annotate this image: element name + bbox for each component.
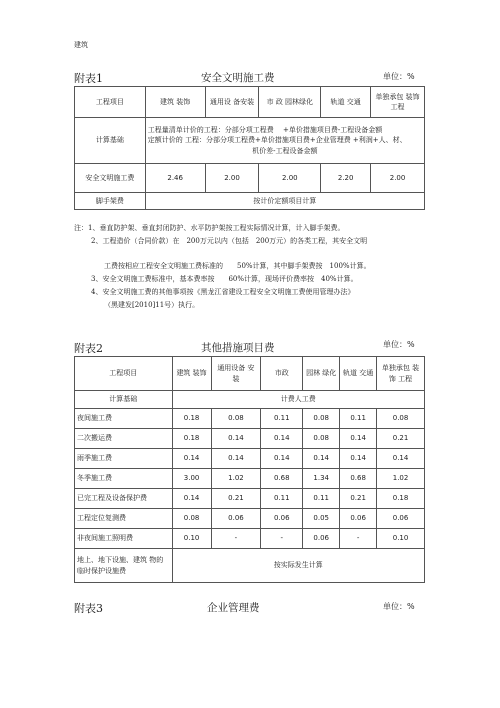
table-row bbox=[75, 409, 425, 429]
row-label: 冬季施工费 bbox=[75, 469, 173, 489]
table-row bbox=[75, 509, 425, 529]
header-cell: 建筑 装饰 bbox=[172, 357, 211, 391]
cell: 0.06 bbox=[261, 509, 303, 529]
row-label: 雨季施工费 bbox=[75, 449, 173, 469]
cell: 0.11 bbox=[340, 409, 377, 429]
basis-text bbox=[145, 118, 424, 164]
row-label: 地上、地下设施、建筑 物的临时保护设施费 bbox=[75, 549, 173, 583]
table1-header-row bbox=[75, 87, 425, 118]
note-line: 注：1、垂直防护架、垂直封闭防护、水平防护架按工程实际情况计算，计入脚手架费。 bbox=[74, 224, 345, 232]
fee-value: 2.00 bbox=[205, 164, 259, 193]
cell: 0.10 bbox=[172, 529, 211, 549]
basis-line: 定额计价的 工程：分部分项工程费+单价措施项目费+企业管理费 +利润+人、材、 bbox=[147, 136, 407, 145]
cell: 0.14 bbox=[261, 429, 303, 449]
last-row-text: 按实际发生计算 bbox=[172, 549, 424, 583]
table2-label: 附表2 bbox=[74, 342, 103, 355]
table1-label: 附表1 bbox=[74, 72, 103, 85]
cell: 0.11 bbox=[303, 489, 340, 509]
header-cell: 建筑 装饰 bbox=[145, 87, 205, 118]
table1 bbox=[74, 86, 425, 210]
cell: 3.00 bbox=[172, 469, 211, 489]
header-cell: 园林 绿化 bbox=[303, 357, 340, 391]
table1-title: 安全文明施工费 bbox=[201, 72, 275, 84]
cell: 0.11 bbox=[261, 409, 303, 429]
basis-line: 工程量清单计价的工程：分部分项工程费 +单价措施项目费-工程设备金额 bbox=[147, 125, 383, 134]
table2-header-row bbox=[75, 357, 425, 391]
fee-value: 2.00 bbox=[259, 164, 321, 193]
table1-unit: 单位：% bbox=[383, 72, 415, 81]
header-cell: 市政 bbox=[261, 357, 303, 391]
row-label: 已完工程及设备保护费 bbox=[75, 489, 173, 509]
cell: 0.05 bbox=[303, 509, 340, 529]
cell: 0.08 bbox=[303, 429, 340, 449]
cell: 0.18 bbox=[172, 409, 211, 429]
fee-label: 安全文明施工费 bbox=[75, 164, 146, 193]
table1-fee-row bbox=[75, 164, 425, 193]
cell: 0.08 bbox=[211, 409, 261, 429]
cell: 0.14 bbox=[377, 449, 425, 469]
cell: 1.02 bbox=[211, 469, 261, 489]
cell: 0.14 bbox=[261, 449, 303, 469]
note-line: 工费按相应工程安全文明施工费标准的 50%计算，其中脚手架费按 100%计算。 bbox=[104, 262, 371, 270]
note-line: （黑建发[2010]11号）执行。 bbox=[104, 301, 200, 309]
cell: 1.34 bbox=[303, 469, 340, 489]
row-label: 工程定位复测费 bbox=[75, 509, 173, 529]
cell: 0.06 bbox=[211, 509, 261, 529]
table2 bbox=[74, 356, 425, 583]
cell: 0.06 bbox=[377, 509, 425, 529]
cell: 1.02 bbox=[377, 469, 425, 489]
header-cell: 工程项目 bbox=[75, 357, 173, 391]
table-row bbox=[75, 529, 425, 549]
header-cell: 工程项目 bbox=[75, 87, 146, 118]
cell: - bbox=[340, 529, 377, 549]
scaffold-label: 脚手架费 bbox=[75, 193, 146, 210]
cell: 0.08 bbox=[377, 409, 425, 429]
table-row bbox=[75, 429, 425, 449]
cell: 0.08 bbox=[172, 509, 211, 529]
table2-title: 其他措施项目费 bbox=[201, 342, 275, 354]
cell: - bbox=[211, 529, 261, 549]
cell: 0.14 bbox=[172, 449, 211, 469]
table-row bbox=[75, 449, 425, 469]
cell: 0.14 bbox=[172, 489, 211, 509]
header-cell: 市 政 园林绿化 bbox=[259, 87, 321, 118]
note-line: 3、安全文明施工费标准中，基本费率按 60%计算，现场评价费率按 40%计算。 bbox=[91, 275, 358, 283]
cell: 0.14 bbox=[211, 449, 261, 469]
header-cell: 轨道 交通 bbox=[340, 357, 377, 391]
basis-line: 机价差-工程设备金额 bbox=[252, 146, 318, 155]
table-row bbox=[75, 469, 425, 489]
note-line: 2、工程造价（合同价款）在 200万元以内（包括 200万元）的各类工程，其安全文明 bbox=[91, 237, 368, 245]
table2-basis-row bbox=[75, 391, 425, 409]
header-cell: 通用设 备安装 bbox=[205, 87, 259, 118]
basis-label: 计算基础 bbox=[75, 118, 146, 164]
cell: 0.14 bbox=[340, 429, 377, 449]
cell: 0.06 bbox=[340, 509, 377, 529]
header-cell: 通用设备 安 装 bbox=[211, 357, 261, 391]
table-row bbox=[75, 489, 425, 509]
table2-unit: 单位：% bbox=[383, 340, 415, 349]
notes bbox=[74, 224, 444, 314]
cell: 0.14 bbox=[340, 449, 377, 469]
row-label: 非夜间施工照明费 bbox=[75, 529, 173, 549]
table3-title: 企业管理费 bbox=[207, 602, 260, 614]
basis-text: 计费人工费 bbox=[172, 391, 424, 409]
table2-last-row bbox=[75, 549, 425, 583]
row-label: 夜间施工费 bbox=[75, 409, 173, 429]
cell: 0.21 bbox=[377, 429, 425, 449]
cell: 0.14 bbox=[211, 429, 261, 449]
header-cell: 单独承包 装饰 工程 bbox=[377, 357, 425, 391]
cell: 0.68 bbox=[261, 469, 303, 489]
header-cell: 轨道 交通 bbox=[321, 87, 371, 118]
row-label: 二次搬运费 bbox=[75, 429, 173, 449]
note-line: 4、安全文明施工费的其他事项按《黑龙江省建设工程安全文明施工费使用管理办法》 bbox=[91, 288, 355, 296]
table1-basis-row bbox=[75, 118, 425, 164]
basis-label: 计算基础 bbox=[75, 391, 173, 409]
scaffold-text: 按计价定额项目计算 bbox=[145, 193, 424, 210]
cell: 0.68 bbox=[340, 469, 377, 489]
table3-label: 附表3 bbox=[74, 602, 103, 615]
fee-value: 2.00 bbox=[371, 164, 425, 193]
cell: 0.21 bbox=[211, 489, 261, 509]
cell: 0.14 bbox=[303, 449, 340, 469]
header-cell: 单独承包 装饰工程 bbox=[371, 87, 425, 118]
cell: 0.08 bbox=[303, 409, 340, 429]
fee-value: 2.20 bbox=[321, 164, 371, 193]
fee-value: 2.46 bbox=[145, 164, 205, 193]
cell: 0.21 bbox=[340, 489, 377, 509]
cell: 0.11 bbox=[261, 489, 303, 509]
cell: 0.10 bbox=[377, 529, 425, 549]
cell: 0.18 bbox=[377, 489, 425, 509]
table1-scaffold-row bbox=[75, 193, 425, 210]
page-header: 建筑 bbox=[74, 41, 88, 49]
table3-unit: 单位：% bbox=[383, 602, 415, 611]
cell: 0.18 bbox=[172, 429, 211, 449]
cell: 0.06 bbox=[303, 529, 340, 549]
cell: - bbox=[261, 529, 303, 549]
